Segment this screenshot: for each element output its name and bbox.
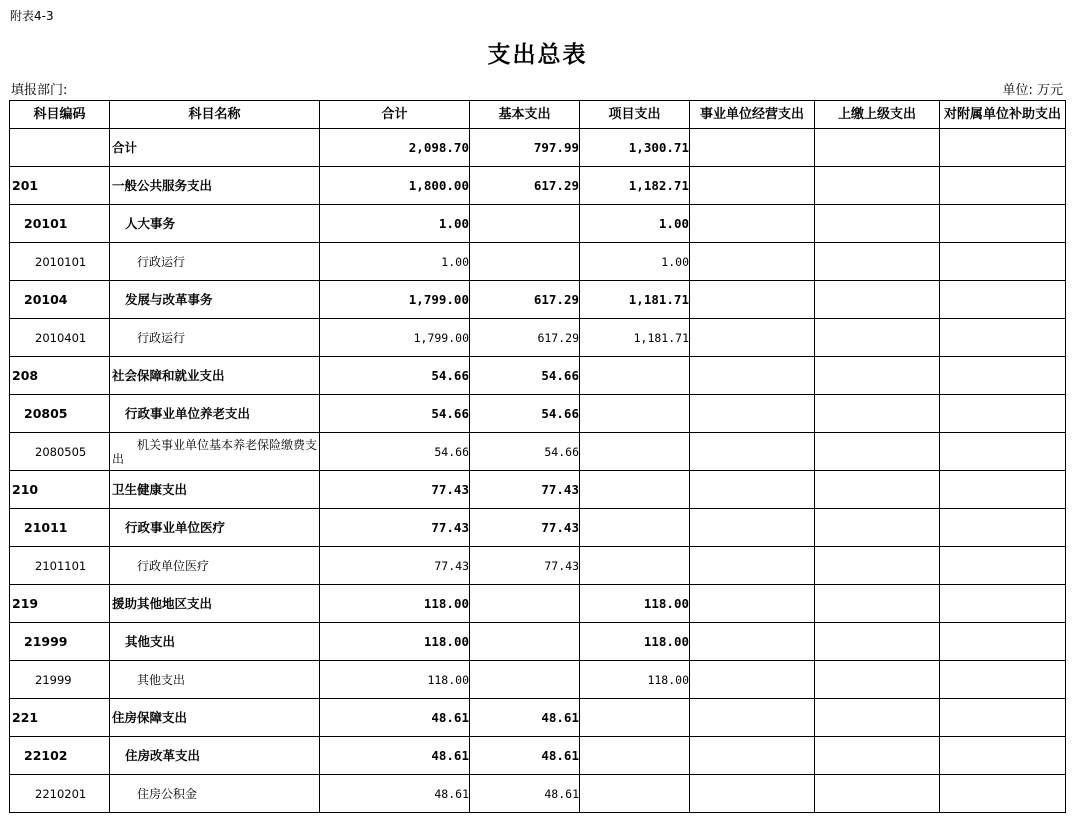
row-subsidy bbox=[940, 167, 1066, 205]
row-upper bbox=[815, 281, 940, 319]
table-body bbox=[10, 129, 1066, 813]
row-basic bbox=[470, 623, 580, 661]
table-row bbox=[10, 433, 1066, 471]
table-row bbox=[10, 775, 1066, 813]
row-business bbox=[690, 509, 815, 547]
row-subsidy bbox=[940, 509, 1066, 547]
row-basic: 48.61 bbox=[470, 775, 580, 813]
row-project: 1,182.71 bbox=[580, 167, 690, 205]
row-name: 援助其他地区支出 bbox=[110, 585, 320, 623]
row-business bbox=[690, 205, 815, 243]
row-subsidy bbox=[940, 699, 1066, 737]
row-upper bbox=[815, 471, 940, 509]
table-row bbox=[10, 509, 1066, 547]
row-name: 一般公共服务支出 bbox=[110, 167, 320, 205]
row-total: 48.61 bbox=[320, 775, 470, 813]
row-upper bbox=[815, 547, 940, 585]
row-name: 合计 bbox=[110, 129, 320, 167]
row-project bbox=[580, 471, 690, 509]
header-upper: 上缴上级支出 bbox=[815, 101, 940, 129]
table-row bbox=[10, 205, 1066, 243]
table-row bbox=[10, 357, 1066, 395]
row-code: 210 bbox=[10, 471, 110, 509]
row-business bbox=[690, 243, 815, 281]
header-total: 合计 bbox=[320, 101, 470, 129]
row-project bbox=[580, 395, 690, 433]
table-row bbox=[10, 547, 1066, 585]
row-business bbox=[690, 699, 815, 737]
unit-label: 单位: 万元 bbox=[1002, 83, 1063, 98]
row-upper bbox=[815, 319, 940, 357]
row-subsidy bbox=[940, 129, 1066, 167]
row-name: 卫生健康支出 bbox=[110, 471, 320, 509]
row-project bbox=[580, 357, 690, 395]
row-name: 社会保障和就业支出 bbox=[110, 357, 320, 395]
row-basic bbox=[470, 661, 580, 699]
row-code: 21999 bbox=[10, 661, 110, 699]
row-code: 22102 bbox=[10, 737, 110, 775]
header-subsidy: 对附属单位补助支出 bbox=[940, 101, 1066, 129]
row-code: 20104 bbox=[10, 281, 110, 319]
row-basic: 48.61 bbox=[470, 699, 580, 737]
row-basic bbox=[470, 205, 580, 243]
row-project: 1.00 bbox=[580, 243, 690, 281]
row-business bbox=[690, 661, 815, 699]
row-upper bbox=[815, 167, 940, 205]
row-basic bbox=[470, 585, 580, 623]
row-code: 2010101 bbox=[10, 243, 110, 281]
row-code: 21011 bbox=[10, 509, 110, 547]
row-code: 208 bbox=[10, 357, 110, 395]
table-row bbox=[10, 319, 1066, 357]
row-total: 2,098.70 bbox=[320, 129, 470, 167]
table-row bbox=[10, 395, 1066, 433]
row-basic: 77.43 bbox=[470, 509, 580, 547]
row-name: 住房改革支出 bbox=[110, 737, 320, 775]
row-basic: 617.29 bbox=[470, 319, 580, 357]
row-basic: 77.43 bbox=[470, 471, 580, 509]
row-code: 20101 bbox=[10, 205, 110, 243]
row-upper bbox=[815, 205, 940, 243]
row-total: 118.00 bbox=[320, 623, 470, 661]
row-business bbox=[690, 775, 815, 813]
row-code: 219 bbox=[10, 585, 110, 623]
row-project bbox=[580, 699, 690, 737]
row-subsidy bbox=[940, 281, 1066, 319]
row-project: 1,181.71 bbox=[580, 319, 690, 357]
row-name: 其他支出 bbox=[110, 623, 320, 661]
table-header-row bbox=[10, 101, 1066, 129]
row-subsidy bbox=[940, 661, 1066, 699]
row-code: 2080505 bbox=[10, 433, 110, 471]
table-row bbox=[10, 471, 1066, 509]
table-row bbox=[10, 699, 1066, 737]
row-upper bbox=[815, 243, 940, 281]
row-subsidy bbox=[940, 737, 1066, 775]
row-code: 21999 bbox=[10, 623, 110, 661]
row-business bbox=[690, 471, 815, 509]
row-upper bbox=[815, 357, 940, 395]
table-row bbox=[10, 129, 1066, 167]
row-business bbox=[690, 737, 815, 775]
row-name: 其他支出 bbox=[110, 661, 320, 699]
row-total: 1,799.00 bbox=[320, 319, 470, 357]
row-upper bbox=[815, 433, 940, 471]
row-total: 1.00 bbox=[320, 205, 470, 243]
row-name: 行政事业单位养老支出 bbox=[110, 395, 320, 433]
row-subsidy bbox=[940, 623, 1066, 661]
row-total: 54.66 bbox=[320, 395, 470, 433]
row-subsidy bbox=[940, 433, 1066, 471]
row-project bbox=[580, 509, 690, 547]
row-total: 118.00 bbox=[320, 661, 470, 699]
row-basic: 617.29 bbox=[470, 167, 580, 205]
header-code: 科目编码 bbox=[10, 101, 110, 129]
row-code: 2101101 bbox=[10, 547, 110, 585]
row-upper bbox=[815, 737, 940, 775]
header-name: 科目名称 bbox=[110, 101, 320, 129]
row-business bbox=[690, 433, 815, 471]
row-subsidy bbox=[940, 775, 1066, 813]
row-code: 2210201 bbox=[10, 775, 110, 813]
row-name: 发展与改革事务 bbox=[110, 281, 320, 319]
row-name: 人大事务 bbox=[110, 205, 320, 243]
attachment-label: 附表4-3 bbox=[10, 9, 54, 23]
row-total: 1,799.00 bbox=[320, 281, 470, 319]
row-business bbox=[690, 281, 815, 319]
row-project: 1.00 bbox=[580, 205, 690, 243]
header-basic: 基本支出 bbox=[470, 101, 580, 129]
row-project: 118.00 bbox=[580, 623, 690, 661]
row-business bbox=[690, 395, 815, 433]
row-subsidy bbox=[940, 547, 1066, 585]
row-subsidy bbox=[940, 319, 1066, 357]
header-project: 项目支出 bbox=[580, 101, 690, 129]
row-business bbox=[690, 167, 815, 205]
row-total: 1.00 bbox=[320, 243, 470, 281]
row-project bbox=[580, 433, 690, 471]
row-upper bbox=[815, 699, 940, 737]
table-row bbox=[10, 585, 1066, 623]
row-project bbox=[580, 547, 690, 585]
row-business bbox=[690, 623, 815, 661]
row-basic: 54.66 bbox=[470, 395, 580, 433]
row-name: 行政事业单位医疗 bbox=[110, 509, 320, 547]
table-row bbox=[10, 623, 1066, 661]
row-code: 20805 bbox=[10, 395, 110, 433]
row-code: 221 bbox=[10, 699, 110, 737]
row-project bbox=[580, 775, 690, 813]
row-total: 77.43 bbox=[320, 509, 470, 547]
row-business bbox=[690, 357, 815, 395]
row-project: 118.00 bbox=[580, 661, 690, 699]
row-name: 行政运行 bbox=[110, 243, 320, 281]
row-total: 54.66 bbox=[320, 433, 470, 471]
row-upper bbox=[815, 395, 940, 433]
page-title: 支出总表 bbox=[487, 41, 588, 68]
row-name: 行政单位医疗 bbox=[110, 547, 320, 585]
table-row bbox=[10, 281, 1066, 319]
row-basic: 617.29 bbox=[470, 281, 580, 319]
row-business bbox=[690, 129, 815, 167]
row-basic: 48.61 bbox=[470, 737, 580, 775]
row-total: 77.43 bbox=[320, 547, 470, 585]
row-name: 住房公积金 bbox=[110, 775, 320, 813]
row-basic: 77.43 bbox=[470, 547, 580, 585]
row-code: 201 bbox=[10, 167, 110, 205]
row-upper bbox=[815, 775, 940, 813]
row-subsidy bbox=[940, 395, 1066, 433]
row-basic: 797.99 bbox=[470, 129, 580, 167]
row-subsidy bbox=[940, 357, 1066, 395]
row-upper bbox=[815, 129, 940, 167]
row-upper bbox=[815, 623, 940, 661]
expenditure-table bbox=[9, 100, 1066, 813]
table-row bbox=[10, 167, 1066, 205]
dept-label: 填报部门: bbox=[11, 83, 68, 98]
header-business: 事业单位经营支出 bbox=[690, 101, 815, 129]
row-business bbox=[690, 585, 815, 623]
row-basic: 54.66 bbox=[470, 433, 580, 471]
row-code: 2010401 bbox=[10, 319, 110, 357]
row-project: 118.00 bbox=[580, 585, 690, 623]
row-project: 1,300.71 bbox=[580, 129, 690, 167]
row-total: 77.43 bbox=[320, 471, 470, 509]
row-name: 机关事业单位基本养老保险缴费支出 bbox=[110, 433, 320, 471]
row-subsidy bbox=[940, 585, 1066, 623]
row-subsidy bbox=[940, 471, 1066, 509]
row-name: 住房保障支出 bbox=[110, 699, 320, 737]
row-project: 1,181.71 bbox=[580, 281, 690, 319]
row-name: 行政运行 bbox=[110, 319, 320, 357]
row-total: 1,800.00 bbox=[320, 167, 470, 205]
row-project bbox=[580, 737, 690, 775]
row-basic bbox=[470, 243, 580, 281]
table-row bbox=[10, 661, 1066, 699]
row-business bbox=[690, 547, 815, 585]
row-code bbox=[10, 129, 110, 167]
row-business bbox=[690, 319, 815, 357]
row-upper bbox=[815, 509, 940, 547]
row-subsidy bbox=[940, 243, 1066, 281]
row-total: 48.61 bbox=[320, 699, 470, 737]
row-subsidy bbox=[940, 205, 1066, 243]
row-upper bbox=[815, 585, 940, 623]
row-total: 118.00 bbox=[320, 585, 470, 623]
table-row bbox=[10, 243, 1066, 281]
row-basic: 54.66 bbox=[470, 357, 580, 395]
row-total: 48.61 bbox=[320, 737, 470, 775]
row-upper bbox=[815, 661, 940, 699]
table-row bbox=[10, 737, 1066, 775]
row-total: 54.66 bbox=[320, 357, 470, 395]
